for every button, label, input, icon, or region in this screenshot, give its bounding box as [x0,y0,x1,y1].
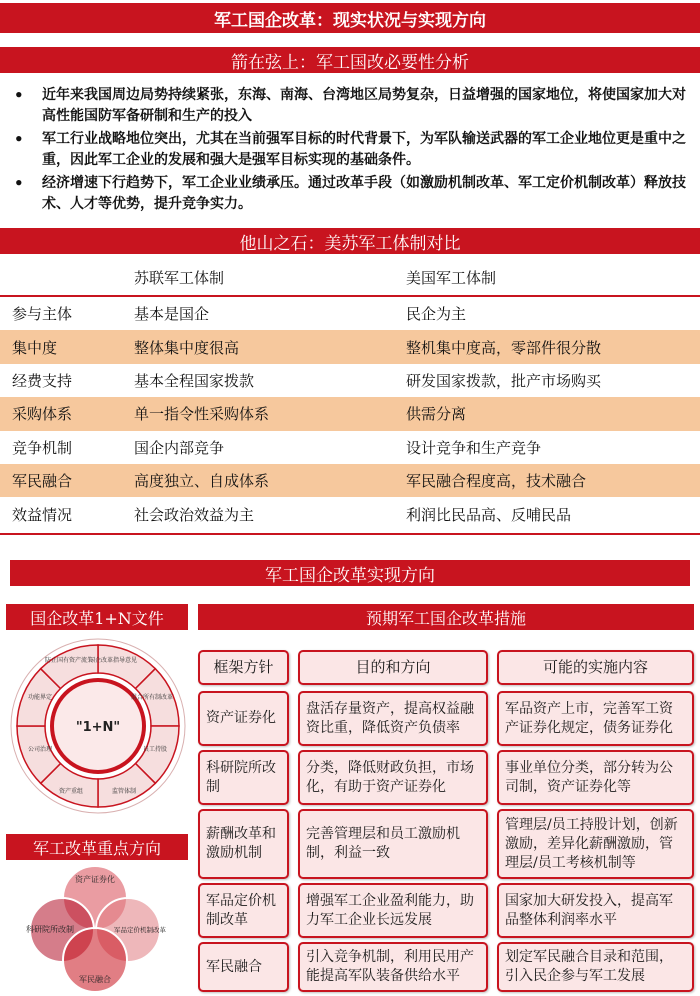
table-row [0,497,700,530]
measure-content: 国家加大研发投入，提高军品整体利润率水平 [497,883,694,938]
usa-cell: 利润比民品高、反哺民品 [406,505,572,524]
comparison-header [0,260,700,297]
wheel-center-label: "1+N" [75,720,121,735]
ussr-cell: 国企内部竞争 [134,438,225,457]
measure-framework: 资产证券化 [198,691,289,746]
row-label: 经费支持 [12,371,73,390]
table-row [0,431,700,464]
usa-cell: 供需分离 [406,405,467,424]
ussr-cell: 基本全程国家拨款 [134,371,255,390]
wheel-label: 混合所有制改革 [130,694,174,701]
table-row [0,397,700,430]
measure-framework: 军民融合 [198,942,289,992]
measure-purpose: 盘活存量资产，提高权益融资比重，降低资产负债率 [298,691,488,746]
key-directions-title: 军工改革重点方向 [6,834,188,860]
venn-label: 科研院所改制 [26,925,74,934]
wheel-label: 功能界定 [27,694,53,701]
measure-content: 事业单位分类，部分转为公司制，资产证券化等 [497,750,694,805]
wheel-label: 监管体制 [111,788,137,795]
table-divider [0,533,700,535]
measure-purpose: 引入竞争机制，利用民用产能提高军队装备供给水平 [298,942,488,992]
section3-title: 军工国企改革实现方向 [10,560,690,586]
ussr-cell: 整体集中度很高 [134,338,240,357]
comparison-table [0,260,700,535]
grid-header: 可能的实施内容 [497,650,694,685]
section1-title: 箭在弦上：军工国改必要性分析 [0,47,700,73]
measure-framework: 军品定价机制改革 [198,883,289,938]
row-label: 竞争机制 [12,438,73,457]
measure-purpose: 分类，降低财政负担，市场化，有助于资产证券化 [298,750,488,805]
ussr-cell: 高度独立、自成体系 [134,472,270,491]
necessity-bullet-list [14,85,690,217]
usa-cell: 设计竞争和生产竞争 [406,438,542,457]
policy-docs-title: 国企改革1+N文件 [6,604,188,630]
ussr-cell: 单一指令性采购体系 [134,405,270,424]
bullet-item: • 军工行业战略地位突出，尤其在当前强军目标的时代背景下，为军队输送武器的军工企业地位更是重中之重，因此军工企业的发展和强大是强军目标实现的基础条件。 [14,129,690,171]
grid-header: 目的和方向 [298,650,488,685]
row-label: 效益情况 [12,505,73,524]
grid-header: 框架方针 [198,650,289,685]
measure-framework: 薪酬改革和激励机制 [198,809,289,879]
table-row [0,464,700,497]
section2-title: 他山之石：美苏军工体制对比 [0,228,700,254]
measures-title: 预期军工国企改革措施 [198,604,694,630]
row-label: 军民融合 [12,472,73,491]
venn-label: 军品定价机制改革 [114,926,166,934]
page-title: 军工国企改革：现实状况与实现方向 [0,3,700,33]
usa-cell: 研发国家拨款，批产市场购买 [406,371,602,390]
header-usa: 美国军工体制 [406,269,497,287]
wheel-label: 资产重组 [58,788,84,795]
row-label: 参与主体 [12,305,73,324]
table-row [0,364,700,397]
table-row [0,330,700,363]
bullet-item: • 经济增速下行趋势下，军工企业业绩承压。通过改革手段（如激励机制改革、军工定价机制改革）释放技术、人才等优势，提升竞争实力。 [14,173,690,215]
ussr-cell: 基本是国企 [134,305,210,324]
venn-label: 军民融合 [79,975,111,984]
measure-content: 管理层/员工持股计划，创新激励，差异化薪酬激励，管理层/员工考核机制等 [497,809,694,879]
measure-content: 划定军民融合目录和范围，引入民企参与军工发展 [497,942,694,992]
measure-content: 军品资产上市，完善军工资产证券化规定，债务证券化 [497,691,694,746]
row-label: 集中度 [12,338,58,357]
bullet-item: • 近年来我国周边局势持续紧张，东海、南海、台湾地区局势复杂，日益增强的国家地位，将使国家加大对高性能国防军备研制和生产的投入 [14,85,690,127]
usa-cell: 军民融合程度高，技术融合 [406,472,587,491]
wheel-label: 防止国有资产流失 [44,657,94,664]
measure-purpose: 完善管理层和员工激励机制，利益一致 [298,809,488,879]
reform-wheel-diagram [9,637,187,815]
venn-label: 资产证券化 [75,875,115,884]
measure-framework: 科研院所改制 [198,750,289,805]
row-label: 采购体系 [12,405,73,424]
table-row [0,297,700,330]
measure-purpose: 增强军工企业盈利能力，助力军工企业长远发展 [298,883,488,938]
wheel-label: 公司治理 [27,746,53,753]
usa-cell: 民企为主 [406,305,467,324]
usa-cell: 整机集中度高，零部件很分散 [406,338,602,357]
header-ussr: 苏联军工体制 [134,269,225,287]
wheel-label: 国企改革指导意见 [88,657,138,664]
ussr-cell: 社会政治效益为主 [134,505,255,524]
key-directions-venn [20,864,170,992]
wheel-label: 员工持股 [142,746,168,753]
